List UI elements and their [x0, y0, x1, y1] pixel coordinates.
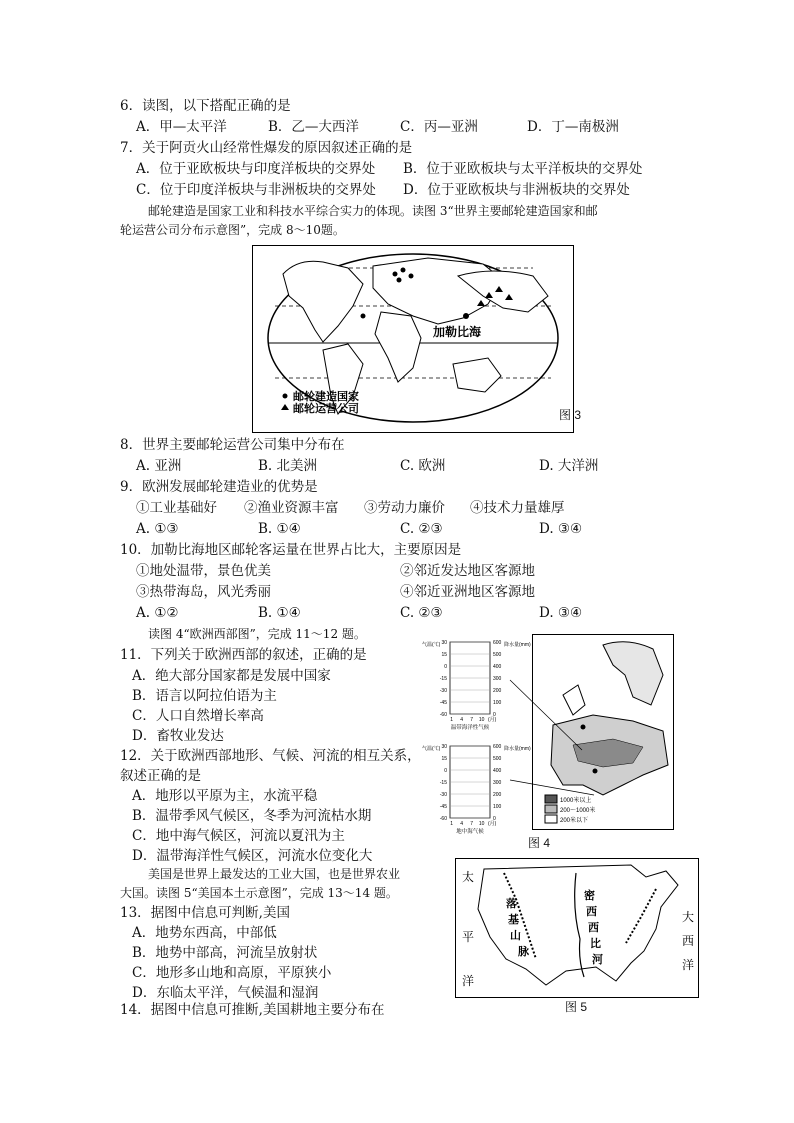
precip-tick-label: 400: [493, 768, 502, 774]
miss-char-3: 西: [588, 922, 599, 934]
month-tick-label: 4: [460, 717, 464, 723]
q9-option-c[interactable]: C. ②③: [400, 521, 443, 537]
miss-char-2: 西: [586, 906, 597, 918]
q6-option-b[interactable]: B．乙—大西洋: [268, 119, 359, 135]
legend-above-1000m: 1000米以上: [560, 798, 592, 804]
rocky-char-3: 山: [510, 930, 521, 942]
atlantic-char-2: 西: [682, 934, 695, 948]
q12-option-b[interactable]: B．温带季风气候区，冬季为河流枯水期: [132, 808, 372, 824]
precip-tick-label: 200: [493, 688, 502, 694]
legend-shipbuilding: 邮轮建造国家: [293, 391, 359, 403]
intro-q13-14-line1: 美国是世界上最发达的工业大国，也是世界农业: [148, 867, 401, 881]
figure-5-caption: 图 5: [565, 1000, 588, 1014]
q11-option-c[interactable]: C．人口自然增长率高: [132, 708, 264, 724]
temp-tick-label: 30: [441, 640, 447, 646]
legend-below-200m: 200米以下: [560, 818, 589, 824]
precip-tick-label: 500: [493, 756, 502, 762]
miss-char-1: 密: [584, 890, 595, 902]
pacific-char-3: 洋: [462, 974, 475, 988]
q12-option-a[interactable]: A．地形以平原为主，水流平稳: [132, 788, 318, 804]
q9-stem: 9．欧洲发展邮轮建造业的优势是: [120, 479, 318, 495]
rocky-char-1: 落: [506, 898, 517, 910]
q13-stem: 13．据图中信息可判断,美国: [120, 905, 290, 921]
q10-stem: 10．加勒比海地区邮轮客运量在世界占比大，主要原因是: [120, 542, 462, 558]
atlantic-char-1: 大: [682, 910, 695, 924]
q6-option-c[interactable]: C．丙—亚洲: [400, 119, 478, 135]
q9-option-a[interactable]: A. ①③: [136, 521, 179, 537]
temp-tick-label: 0: [444, 664, 447, 670]
q9-item-3: ③劳动力廉价: [364, 500, 445, 516]
intro-q11-12: 读图 4“欧洲西部图”，完成 11～12 题。: [148, 627, 366, 641]
legend-200-1000m: 200～1000米: [560, 808, 596, 814]
temp-tick-label: 0: [444, 768, 447, 774]
q8-option-b[interactable]: B. 北美洲: [258, 458, 318, 474]
precip-tick-label: 300: [493, 676, 502, 682]
q9-option-d[interactable]: D. ③④: [539, 521, 583, 537]
q7-option-c[interactable]: C．位于印度洋板块与非洲板块的交界处: [136, 182, 376, 198]
q10-item-3: ③热带海岛，风光秀丽: [136, 584, 271, 600]
temp-axis-label: 气温(℃): [422, 642, 441, 648]
climate-chart-title: 温带海洋性气候: [450, 725, 490, 731]
q9-item-4: ④技术力量雄厚: [470, 500, 565, 516]
intro-q8-10-line1: 邮轮建造是国家工业和科技水平综合实力的体现。读图 3“世界主要邮轮建造国家和邮: [148, 204, 598, 218]
q10-option-b[interactable]: B. ①④: [258, 605, 301, 621]
q8-stem: 8．世界主要邮轮运营公司集中分布在: [120, 437, 345, 453]
temp-tick-label: 15: [441, 756, 447, 762]
month-unit-label: (月): [488, 821, 497, 827]
temp-tick-label: -15: [439, 676, 447, 682]
precip-tick-label: 200: [493, 792, 502, 798]
climate-chart-oceanic: [420, 634, 531, 731]
temp-axis-label: 气温(℃): [422, 746, 441, 752]
month-unit-label: (月): [488, 717, 497, 723]
q12-option-c[interactable]: C．地中海气候区，河流以夏汛为主: [132, 828, 345, 844]
q8-option-c[interactable]: C. 欧洲: [400, 458, 446, 474]
q13-option-b[interactable]: B．地势中部高，河流呈放射状: [132, 945, 318, 961]
miss-char-5: 河: [592, 954, 603, 966]
temp-tick-label: -45: [439, 804, 447, 810]
intro-q8-10-line2: 轮运营公司分布示意图”，完成 8～10题。: [120, 223, 345, 237]
temp-tick-label: -60: [439, 816, 447, 822]
q7-option-d[interactable]: D．位于亚欧板块与非洲板块的交界处: [403, 182, 630, 198]
precip-tick-label: 600: [493, 744, 502, 750]
q6-stem: 6．读图，以下搭配正确的是: [120, 98, 291, 114]
q6-option-d[interactable]: D．丁—南极洲: [527, 119, 619, 135]
q12-option-d[interactable]: D．温带海洋性气候区，河流水位变化大: [132, 848, 373, 864]
q12-stem-line1: 12．关于欧洲西部地形、气候、河流的相互关系，: [120, 748, 421, 764]
month-tick-label: 7: [470, 717, 474, 723]
q8-option-d[interactable]: D. 大洋洲: [539, 458, 599, 474]
atlantic-char-3: 洋: [682, 958, 695, 972]
q6-option-a[interactable]: A．甲—太平洋: [136, 119, 227, 135]
month-tick-label: 10: [478, 821, 485, 827]
temp-tick-label: -60: [439, 712, 447, 718]
q13-option-d[interactable]: D．东临太平洋，气候温和湿润: [132, 985, 319, 1001]
q14-stem: 14．据图中信息可推断,美国耕地主要分布在: [120, 1002, 385, 1018]
rocky-char-4: 脉: [518, 946, 529, 958]
figure-3-caption: 图 3: [559, 408, 582, 422]
pacific-char-2: 平: [462, 930, 475, 944]
intro-q13-14-line2: 大国。读图 5“美国本土示意图”，完成 13～14 题。: [120, 886, 398, 900]
month-tick-label: 4: [460, 821, 464, 827]
caribbean-label: 加勒比海: [433, 325, 482, 339]
month-tick-label: 1: [450, 717, 454, 723]
q7-stem: 7．关于阿贡火山经常性爆发的原因叙述正确的是: [120, 140, 413, 156]
q10-option-c[interactable]: C. ②③: [400, 605, 443, 621]
temp-tick-label: 15: [441, 652, 447, 658]
precip-tick-label: 400: [493, 664, 502, 670]
month-tick-label: 7: [470, 821, 474, 827]
q7-option-b[interactable]: B．位于亚欧板块与太平洋板块的交界处: [403, 161, 643, 177]
precip-tick-label: 500: [493, 652, 502, 658]
q13-option-a[interactable]: A．地势东西高，中部低: [132, 925, 277, 941]
q10-option-a[interactable]: A. ①②: [136, 605, 179, 621]
q11-option-a[interactable]: A．绝大部分国家都是发展中国家: [132, 668, 331, 684]
temp-tick-label: 30: [441, 744, 447, 750]
q10-item-4: ④邻近亚洲地区客源地: [400, 584, 535, 600]
figure-4-caption: 图 4: [528, 836, 551, 850]
q10-item-2: ②邻近发达地区客源地: [400, 563, 535, 579]
q11-option-d[interactable]: D．畜牧业发达: [132, 728, 224, 744]
precip-tick-label: 100: [493, 700, 502, 706]
climate-chart-title: 地中海气候: [456, 829, 484, 835]
month-tick-label: 1: [450, 821, 454, 827]
precip-tick-label: 100: [493, 804, 502, 810]
precip-axis-label: 降水量(mm): [504, 642, 531, 648]
q11-option-b[interactable]: B．语言以阿拉伯语为主: [132, 688, 277, 704]
miss-char-4: 比: [590, 938, 601, 950]
temp-tick-label: -30: [439, 688, 447, 694]
precip-tick-label: 300: [493, 780, 502, 786]
precip-tick-label: 0: [493, 816, 496, 822]
month-tick-label: 10: [478, 717, 485, 723]
rocky-char-2: 基: [508, 914, 519, 926]
q10-option-d[interactable]: D. ③④: [539, 605, 583, 621]
q10-item-1: ①地处温带，景色优美: [136, 563, 271, 579]
precip-axis-label: 降水量(mm): [504, 746, 531, 752]
precip-tick-label: 600: [493, 640, 502, 646]
climate-chart-mediterranean: [420, 738, 531, 835]
precip-tick-label: 0: [493, 712, 496, 718]
q9-option-b[interactable]: B. ①④: [258, 521, 301, 537]
temp-tick-label: -15: [439, 780, 447, 786]
q9-item-1: ①工业基础好: [136, 500, 217, 516]
temp-tick-label: -30: [439, 792, 447, 798]
pacific-char-1: 太: [462, 870, 475, 884]
figure-5-us-map: [455, 858, 699, 998]
q13-option-c[interactable]: C．地形多山地和高原，平原狭小: [132, 965, 332, 981]
q8-option-a[interactable]: A. 亚洲: [136, 458, 182, 474]
q12-stem-line2: 叙述正确的是: [120, 768, 201, 784]
q11-stem: 11．下列关于欧洲西部的叙述，正确的是: [120, 647, 367, 663]
figure-3-world-map: [252, 245, 574, 433]
q9-item-2: ②渔业资源丰富: [244, 500, 339, 516]
q7-option-a[interactable]: A．位于亚欧板块与印度洋板块的交界处: [136, 161, 376, 177]
legend-operators: 邮轮运营公司: [293, 403, 359, 415]
temp-tick-label: -45: [439, 700, 447, 706]
